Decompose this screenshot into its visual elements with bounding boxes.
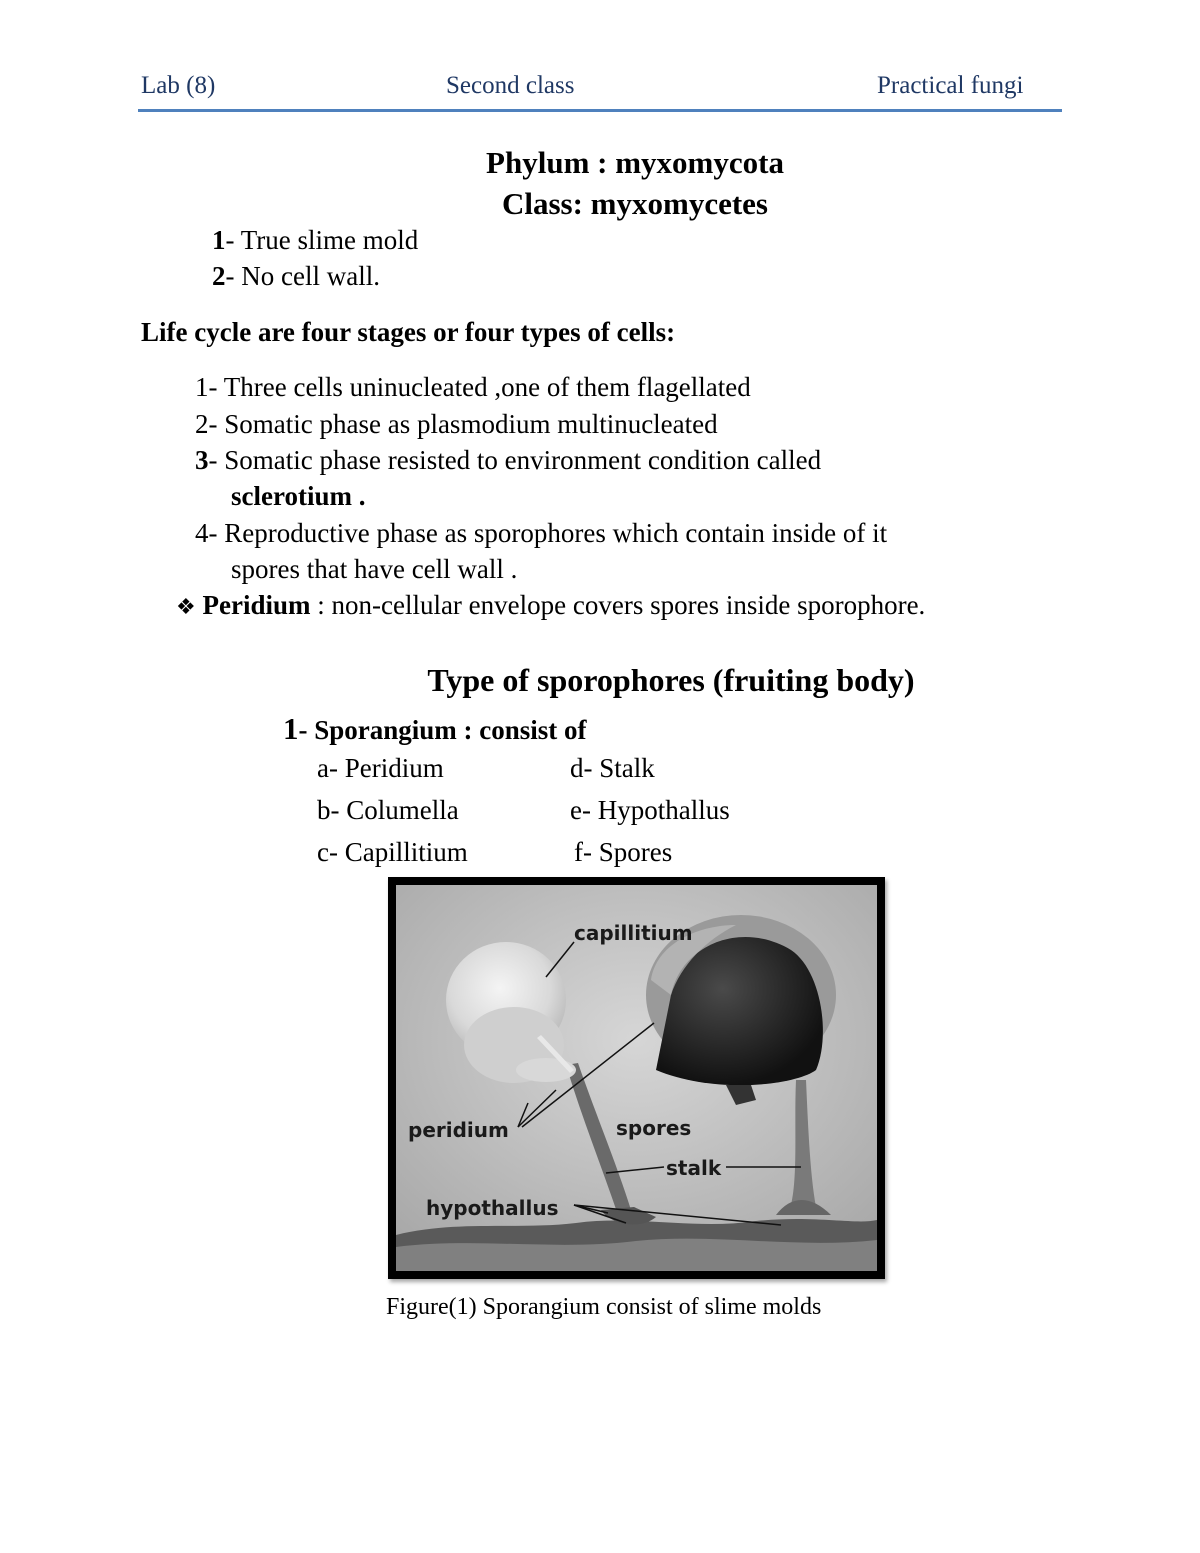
stage-number: 3 (195, 445, 209, 475)
part-item: a- Peridium (317, 753, 444, 783)
label-capillitium: capillitium (574, 921, 693, 945)
feature-number: 2 (212, 261, 226, 291)
sporangium-photo (396, 885, 877, 1271)
header-subject: Practical fungi (877, 72, 1024, 99)
sporangium-heading-text: - Sporangium : consist of (298, 715, 587, 745)
sporangium-number: 1 (283, 711, 299, 746)
figure-caption: Figure(1) Sporangium consist of slime molds (386, 1294, 822, 1320)
stage-continuation: spores that have cell wall . (231, 554, 518, 584)
figure-frame (388, 877, 885, 1279)
sporangium-illustration (396, 885, 877, 1271)
stage-text: - Somatic phase resisted to environment condition called (208, 445, 822, 475)
sclerotium-term: sclerotium . (231, 481, 366, 511)
stage-text: - Three cells uninucleated ,one of them flagellated (208, 372, 751, 402)
stage-item (195, 409, 718, 440)
peridium-definition: : non-cellular envelope covers spores inside sporophore. (310, 590, 926, 620)
stage-text: - Reproductive phase as sporophores which contain inside of it (208, 518, 888, 548)
stage-number: 2 (195, 409, 209, 439)
stage-number: 1 (195, 372, 209, 402)
stage-text: - Somatic phase as plasmodium multinucleated (208, 409, 718, 439)
feature-text: - No cell wall. (225, 261, 380, 291)
part-item: d- Stalk (570, 753, 655, 783)
header-rule (138, 109, 1062, 112)
header-class: Second class (446, 72, 575, 99)
label-peridium: peridium (408, 1118, 509, 1142)
stage-number: 4 (195, 518, 209, 548)
label-stalk: stalk (666, 1156, 722, 1180)
stage-item (195, 372, 751, 403)
peridium-term: Peridium (202, 590, 311, 620)
diamond-bullet-icon: ❖ (176, 595, 196, 620)
feature-item (212, 261, 380, 292)
sporophores-section-title: Type of sporophores (fruiting body) (427, 662, 915, 698)
peridium-note (176, 590, 925, 621)
feature-text: - True slime mold (225, 225, 419, 255)
stage-item (195, 445, 821, 476)
header-lab-number: Lab (8) (141, 72, 216, 99)
label-spores: spores (616, 1116, 692, 1140)
part-item: c- Capillitium (317, 837, 468, 867)
feature-number: 1 (212, 225, 226, 255)
stage-item (195, 518, 887, 549)
label-hypothallus: hypothallus (426, 1196, 559, 1220)
part-item: b- Columella (317, 795, 459, 825)
sporangium-heading (283, 711, 587, 747)
part-item: f- Spores (574, 837, 673, 867)
life-cycle-heading: Life cycle are four stages or four types of cells: (141, 317, 676, 347)
phylum-title: Phylum : myxomycota (486, 145, 784, 180)
class-title: Class: myxomycetes (501, 186, 768, 221)
feature-item (212, 225, 418, 256)
part-item: e- Hypothallus (570, 795, 730, 825)
